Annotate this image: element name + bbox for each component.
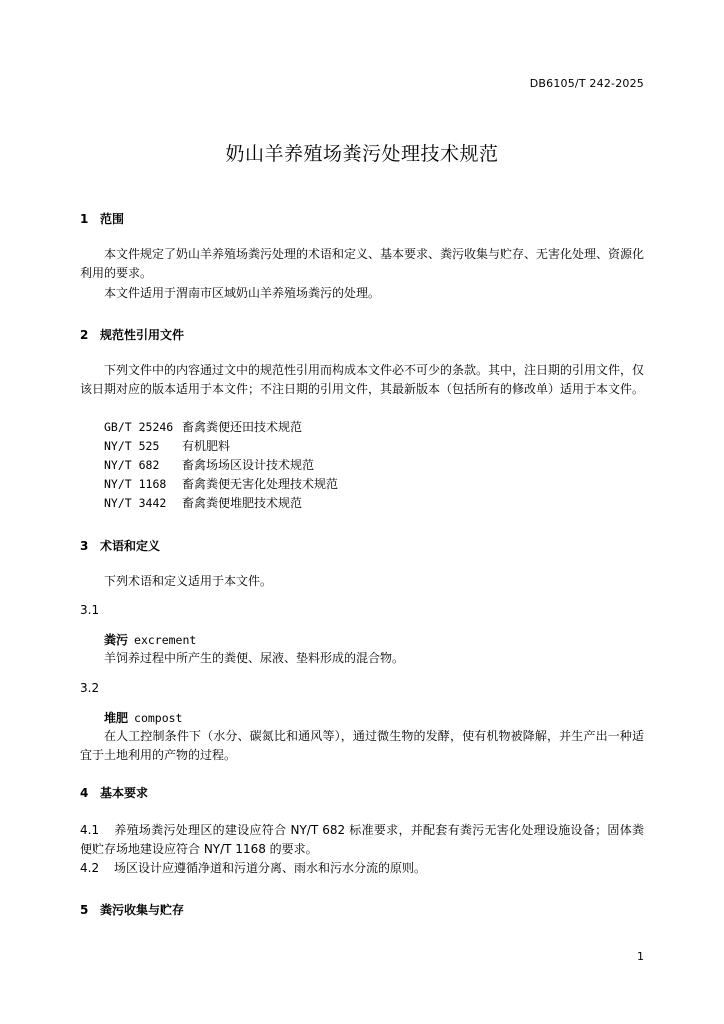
section-1-paragraph-2: 本文件适用于渭南市区域奶山羊养殖场粪污的处理。 (104, 286, 381, 300)
term-english: excrement (134, 633, 197, 647)
term-number: 3.2 (80, 681, 100, 695)
reference-code: GB/T 25246 (104, 420, 174, 434)
section-1-paragraph-1: 本文件规定了奶山羊养殖场粪污处理的术语和定义、基本要求、粪污收集与贮存、无害化处理、资源化利用的要求。 (80, 247, 645, 280)
section-2-paragraph-1: 下列文件中的内容通过文中的规范性引用而构成本文件必不可少的条款。其中，注日期的引用文件，仅该日期对应的版本适用于本文件；不注日期的引用文件，其最新版本（包括所有的修改单）适用于本文件。 (80, 363, 645, 396)
term-chinese: 粪污 (104, 633, 129, 647)
reference-code: NY/T 1168 (104, 477, 167, 491)
section-2-heading (80, 326, 184, 343)
reference-code: NY/T 682 (104, 458, 160, 472)
term-definition: 羊饲养过程中所产生的粪便、尿液、垫料形成的混合物。 (104, 651, 405, 665)
section-number: 3 (80, 539, 89, 553)
section-3-paragraph-1: 下列术语和定义适用于本文件。 (104, 574, 273, 588)
term-chinese: 堆肥 (104, 711, 129, 725)
section-3-heading (80, 537, 160, 554)
section-number: 4 (80, 786, 89, 800)
term-number: 3.1 (80, 603, 100, 617)
reference-name: 畜禽场场区设计技术规范 (182, 458, 315, 472)
clause-number: 4.1 (80, 823, 100, 837)
reference-code: NY/T 3442 (104, 496, 167, 510)
section-number: 1 (80, 212, 89, 226)
reference-item (104, 475, 338, 494)
reference-name: 畜禽粪便无害化处理技术规范 (182, 477, 339, 491)
term-definition: 在人工控制条件下（水分、碳氮比和通风等），通过微生物的发酵，使有机物被降解，并生产出一种适宜于土地利用的产物的过程。 (80, 729, 644, 762)
clause-text: 场区设计应遵循净道和污道分离、雨水和污水分流的原则。 (114, 861, 427, 875)
document-title: 奶山羊养殖场粪污处理技术规范 (225, 143, 499, 165)
clause-item (80, 859, 644, 878)
section-number: 5 (80, 903, 89, 917)
term-heading (104, 631, 196, 648)
reference-item (104, 494, 302, 513)
section-title: 术语和定义 (100, 539, 161, 553)
section-1-heading (80, 210, 124, 227)
reference-item (104, 437, 230, 456)
section-title: 粪污收集与贮存 (100, 903, 185, 917)
section-title: 范围 (100, 212, 125, 226)
term-english: compost (134, 711, 183, 725)
section-title: 规范性引用文件 (100, 328, 185, 342)
clause-text: 养殖场粪污处理区的建设应符合 NY/T 682 标准要求，并配套有粪污无害化处理设施设备；固体粪便贮存场地建设应符合 NY/T 1168 的要求。 (80, 823, 644, 856)
section-number: 2 (80, 328, 89, 342)
section-4-heading (80, 784, 148, 801)
term-heading (104, 709, 182, 726)
section-title: 基本要求 (100, 786, 149, 800)
section-5-heading (80, 901, 184, 918)
page-number: 1 (637, 950, 644, 963)
reference-name: 畜禽粪便还田技术规范 (182, 420, 303, 434)
document-id: DB6105/T 242-2025 (529, 77, 644, 90)
clause-number: 4.2 (80, 861, 100, 875)
reference-name: 畜禽粪便堆肥技术规范 (182, 496, 303, 510)
reference-item (104, 456, 314, 475)
reference-name: 有机肥料 (182, 439, 231, 453)
reference-code: NY/T 525 (104, 439, 160, 453)
reference-item (104, 418, 302, 437)
clause-item (80, 821, 644, 859)
